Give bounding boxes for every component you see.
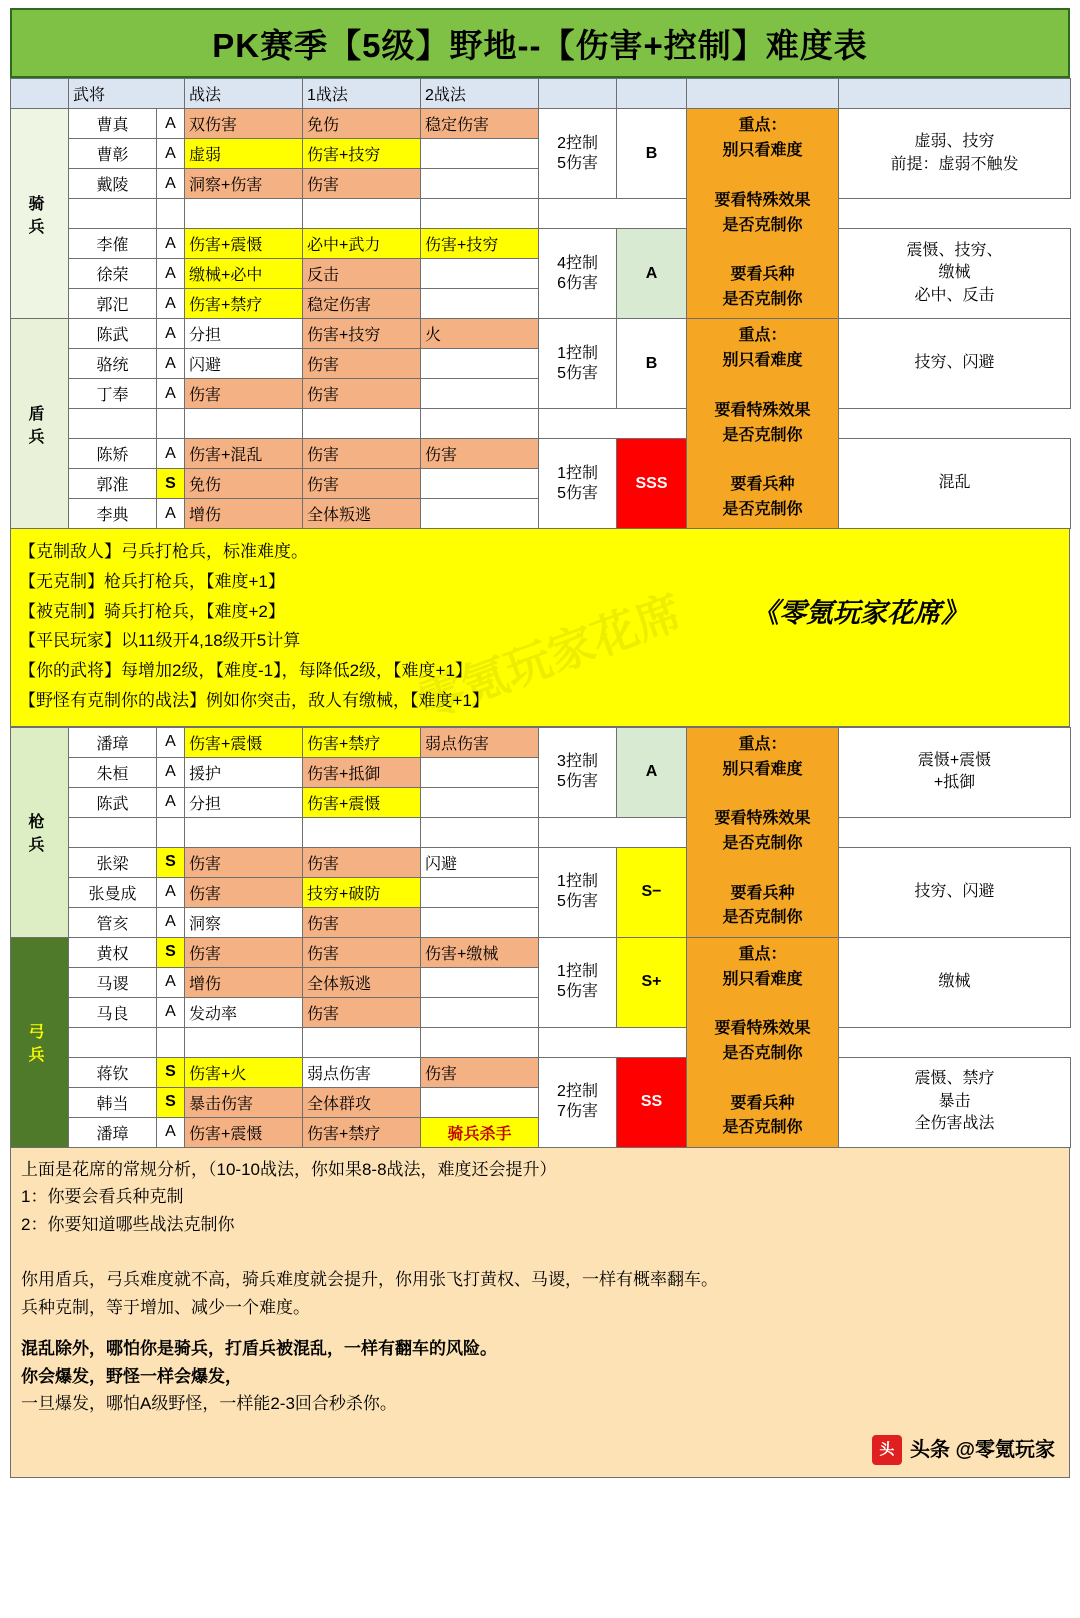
footer-line: 兵种克制，等于增加、减少一个难度。 — [21, 1297, 310, 1317]
table-row — [11, 847, 1071, 877]
key-note: 重点： 别只看难度 要看特殊效果 是否克制你 要看兵种 是否克制你 — [687, 109, 839, 319]
footer-notes — [10, 1148, 1070, 1478]
skill-2 — [421, 379, 539, 409]
skill-1: 全体叛逃 — [303, 967, 421, 997]
general-name: 陈武 — [69, 319, 157, 349]
general-rank: S — [157, 937, 185, 967]
general-rank: A — [157, 787, 185, 817]
difficulty-badge: SSS — [617, 439, 687, 529]
difficulty-badge: B — [617, 109, 687, 199]
control-damage-stat: 1控制 5伤害 — [539, 937, 617, 1027]
column-header: 武将 — [69, 79, 185, 109]
skill-1: 伤害 — [303, 847, 421, 877]
difficulty-badge: S+ — [617, 937, 687, 1027]
general-name: 戴陵 — [69, 169, 157, 199]
skill-1: 伤害 — [303, 439, 421, 469]
general-rank: A — [157, 727, 185, 757]
difficulty-badge: S− — [617, 847, 687, 937]
rule-line: 【被克制】骑兵打枪兵，【难度+2】 — [19, 601, 285, 621]
skill-0: 暴击伤害 — [185, 1087, 303, 1117]
footer-line: 混乱除外，哪怕你是骑兵，打盾兵被混乱，一样有翻车的风险。 — [21, 1339, 497, 1359]
skill-2 — [421, 787, 539, 817]
skill-2 — [421, 997, 539, 1027]
skill-2 — [421, 967, 539, 997]
skill-0: 分担 — [185, 319, 303, 349]
skill-0: 分担 — [185, 787, 303, 817]
rules-block — [10, 529, 1070, 727]
table-row — [11, 229, 1071, 259]
general-rank: A — [157, 379, 185, 409]
effects-summary: 虚弱、技穷 前提：虚弱不触发 — [839, 109, 1071, 199]
general-rank: A — [157, 967, 185, 997]
general-name: 张梁 — [69, 847, 157, 877]
skill-1: 伤害 — [303, 349, 421, 379]
control-damage-stat: 3控制 5伤害 — [539, 727, 617, 817]
skill-2 — [421, 469, 539, 499]
toutiao-icon: 头 — [872, 1435, 902, 1465]
skill-1: 伤害+禁疗 — [303, 727, 421, 757]
control-damage-stat: 1控制 5伤害 — [539, 439, 617, 529]
skill-2 — [421, 139, 539, 169]
signature-text: 《零氪玩家花席》 — [752, 598, 968, 628]
general-name: 骆统 — [69, 349, 157, 379]
general-name: 郭淮 — [69, 469, 157, 499]
rule-line: 【平民玩家】以11级开4,18级开5计算 — [19, 631, 301, 651]
general-rank: S — [157, 469, 185, 499]
skill-0: 伤害+混乱 — [185, 439, 303, 469]
header-spacer — [11, 79, 69, 109]
rule-line: 【你的武将】每增加2级，【难度-1】，每降低2级，【难度+1】 — [19, 661, 472, 680]
general-rank: A — [157, 289, 185, 319]
general-name: 丁奉 — [69, 379, 157, 409]
difficulty-badge: B — [617, 319, 687, 409]
footer-line: 你用盾兵，弓兵难度就不高，骑兵难度就会提升，你用张飞打黄权、马谡，一样有概率翻车。 — [21, 1270, 718, 1290]
skill-0: 发动率 — [185, 997, 303, 1027]
effects-summary: 震慑+震慑 +抵御 — [839, 727, 1071, 817]
skill-2 — [421, 907, 539, 937]
category-label: 盾 兵 — [11, 319, 69, 529]
general-rank: A — [157, 109, 185, 139]
effects-summary: 震慑、禁疗 暴击 全伤害战法 — [839, 1057, 1071, 1147]
brand-label: 头条 @零氪玩家 — [909, 1439, 1055, 1462]
skill-2: 稳定伤害 — [421, 109, 539, 139]
table-row — [11, 727, 1071, 757]
general-rank: A — [157, 319, 185, 349]
skill-1: 伤害+抵御 — [303, 757, 421, 787]
skill-2: 伤害 — [421, 439, 539, 469]
skill-0: 闪避 — [185, 349, 303, 379]
skill-2 — [421, 499, 539, 529]
skill-1: 全体群攻 — [303, 1087, 421, 1117]
skill-0: 伤害+火 — [185, 1057, 303, 1087]
general-rank: A — [157, 757, 185, 787]
general-name: 曹彰 — [69, 139, 157, 169]
skill-0: 伤害 — [185, 847, 303, 877]
skill-0: 伤害+禁疗 — [185, 289, 303, 319]
group-separator — [11, 409, 1071, 439]
skill-0: 缴械+必中 — [185, 259, 303, 289]
control-damage-stat: 2控制 7伤害 — [539, 1057, 617, 1147]
header-spacer — [539, 79, 617, 109]
skill-0: 虚弱 — [185, 139, 303, 169]
skill-0: 双伤害 — [185, 109, 303, 139]
footer-line: 2：你要知道哪些战法克制你 — [21, 1214, 235, 1234]
general-rank: A — [157, 169, 185, 199]
skill-1: 反击 — [303, 259, 421, 289]
table-row — [11, 937, 1071, 967]
group-separator — [11, 199, 1071, 229]
skill-0: 援护 — [185, 757, 303, 787]
general-name: 曹真 — [69, 109, 157, 139]
footer-line: 你会爆发，野怪一样会爆发， — [21, 1366, 242, 1386]
general-rank: S — [157, 847, 185, 877]
key-note: 重点： 别只看难度 要看特殊效果 是否克制你 要看兵种 是否克制你 — [687, 727, 839, 937]
skill-1: 伤害+震慑 — [303, 787, 421, 817]
control-damage-stat: 4控制 6伤害 — [539, 229, 617, 319]
rules-text — [11, 529, 651, 726]
skill-1: 全体叛逃 — [303, 499, 421, 529]
skill-2 — [421, 259, 539, 289]
general-name: 潘璋 — [69, 1117, 157, 1147]
control-damage-stat: 1控制 5伤害 — [539, 847, 617, 937]
category-label: 弓 兵 — [11, 937, 69, 1147]
table-top — [10, 78, 1071, 529]
skill-1: 伤害 — [303, 169, 421, 199]
skill-0: 伤害 — [185, 877, 303, 907]
skill-1: 必中+武力 — [303, 229, 421, 259]
key-note: 重点： 别只看难度 要看特殊效果 是否克制你 要看兵种 是否克制你 — [687, 937, 839, 1147]
general-rank: A — [157, 877, 185, 907]
skill-2: 伤害+技穷 — [421, 229, 539, 259]
skill-1: 伤害+技穷 — [303, 139, 421, 169]
footer-line: 上面是花席的常规分析，（10-10战法，你如果8-8战法，难度还会提升） — [21, 1159, 557, 1179]
skill-2 — [421, 877, 539, 907]
page-title: PK赛季【5级】野地--【伤害+控制】难度表 — [10, 8, 1070, 78]
general-rank: A — [157, 1117, 185, 1147]
key-note: 重点： 别只看难度 要看特殊效果 是否克制你 要看兵种 是否克制你 — [687, 319, 839, 529]
skill-1: 弱点伤害 — [303, 1057, 421, 1087]
skill-0: 洞察 — [185, 907, 303, 937]
header-spacer — [687, 79, 839, 109]
effects-summary: 技穷、闪避 — [839, 319, 1071, 409]
table-bottom — [10, 727, 1071, 1148]
header-spacer — [839, 79, 1071, 109]
general-rank: A — [157, 349, 185, 379]
skill-2 — [421, 1087, 539, 1117]
skill-0: 增伤 — [185, 967, 303, 997]
footer-line: 一旦爆发，哪怕A级野怪，一样能2-3回合秒杀你。 — [21, 1394, 397, 1414]
skill-0: 伤害+震慑 — [185, 727, 303, 757]
skill-2: 骑兵杀手 — [421, 1117, 539, 1147]
skill-0: 伤害 — [185, 937, 303, 967]
watermark-ghost: 零氪玩家花席 — [411, 585, 689, 729]
category-label: 骑 兵 — [11, 109, 69, 319]
rule-line: 【克制敌人】弓兵打枪兵，标准难度。 — [19, 542, 308, 561]
effects-summary: 混乱 — [839, 439, 1071, 529]
general-name: 朱桓 — [69, 757, 157, 787]
skill-1: 伤害 — [303, 469, 421, 499]
skill-2: 伤害+缴械 — [421, 937, 539, 967]
table-header-row — [11, 79, 1071, 109]
skill-0: 洞察+伤害 — [185, 169, 303, 199]
difficulty-badge: SS — [617, 1057, 687, 1147]
general-name: 管亥 — [69, 907, 157, 937]
skill-1: 免伤 — [303, 109, 421, 139]
footer-line: 1：你要会看兵种克制 — [21, 1187, 184, 1207]
rule-line: 【无克制】枪兵打枪兵，【难度+1】 — [19, 571, 285, 591]
control-damage-stat: 2控制 5伤害 — [539, 109, 617, 199]
skill-2: 火 — [421, 319, 539, 349]
table-row — [11, 109, 1071, 139]
skill-1: 伤害+技穷 — [303, 319, 421, 349]
general-rank: A — [157, 499, 185, 529]
skill-2: 闪避 — [421, 847, 539, 877]
general-name: 陈矫 — [69, 439, 157, 469]
skill-0: 增伤 — [185, 499, 303, 529]
skill-1: 稳定伤害 — [303, 289, 421, 319]
general-name: 蒋钦 — [69, 1057, 157, 1087]
general-rank: A — [157, 907, 185, 937]
general-rank: A — [157, 997, 185, 1027]
skill-2 — [421, 169, 539, 199]
effects-summary: 技穷、闪避 — [839, 847, 1071, 937]
skill-0: 伤害 — [185, 379, 303, 409]
column-header: 战法 — [185, 79, 303, 109]
skill-2 — [421, 289, 539, 319]
table-row — [11, 439, 1071, 469]
general-name: 张曼成 — [69, 877, 157, 907]
general-rank: A — [157, 139, 185, 169]
column-header: 2战法 — [421, 79, 539, 109]
skill-0: 免伤 — [185, 469, 303, 499]
general-name: 郭汜 — [69, 289, 157, 319]
skill-2 — [421, 757, 539, 787]
column-header: 1战法 — [303, 79, 421, 109]
skill-1: 技穷+破防 — [303, 877, 421, 907]
table-row — [11, 319, 1071, 349]
skill-1: 伤害 — [303, 907, 421, 937]
skill-1: 伤害 — [303, 379, 421, 409]
general-name: 潘璋 — [69, 727, 157, 757]
general-rank: S — [157, 1057, 185, 1087]
general-name: 李典 — [69, 499, 157, 529]
skill-1: 伤害 — [303, 997, 421, 1027]
effects-summary: 震慑、技穷、 缴械 必中、反击 — [839, 229, 1071, 319]
general-name: 徐荣 — [69, 259, 157, 289]
skill-1: 伤害+禁疗 — [303, 1117, 421, 1147]
signature — [651, 529, 1069, 726]
control-damage-stat: 1控制 5伤害 — [539, 319, 617, 409]
skill-0: 伤害+震慑 — [185, 1117, 303, 1147]
skill-2: 伤害 — [421, 1057, 539, 1087]
skill-1: 伤害 — [303, 937, 421, 967]
general-name: 韩当 — [69, 1087, 157, 1117]
table-row — [11, 1057, 1071, 1087]
group-separator — [11, 817, 1071, 847]
general-name: 黄权 — [69, 937, 157, 967]
brand-watermark — [872, 1434, 1055, 1466]
general-name: 马谡 — [69, 967, 157, 997]
skill-0: 伤害+震慑 — [185, 229, 303, 259]
category-label: 枪 兵 — [11, 727, 69, 937]
rule-line: 【野怪有克制你的战法】例如你突击，敌人有缴械，【难度+1】 — [19, 690, 489, 710]
skill-2: 弱点伤害 — [421, 727, 539, 757]
group-separator — [11, 1027, 1071, 1057]
difficulty-badge: A — [617, 727, 687, 817]
general-name: 李傕 — [69, 229, 157, 259]
effects-summary: 缴械 — [839, 937, 1071, 1027]
difficulty-badge: A — [617, 229, 687, 319]
general-name: 马良 — [69, 997, 157, 1027]
header-spacer — [617, 79, 687, 109]
general-name: 陈武 — [69, 787, 157, 817]
general-rank: A — [157, 439, 185, 469]
general-rank: S — [157, 1087, 185, 1117]
general-rank: A — [157, 259, 185, 289]
skill-2 — [421, 349, 539, 379]
general-rank: A — [157, 229, 185, 259]
